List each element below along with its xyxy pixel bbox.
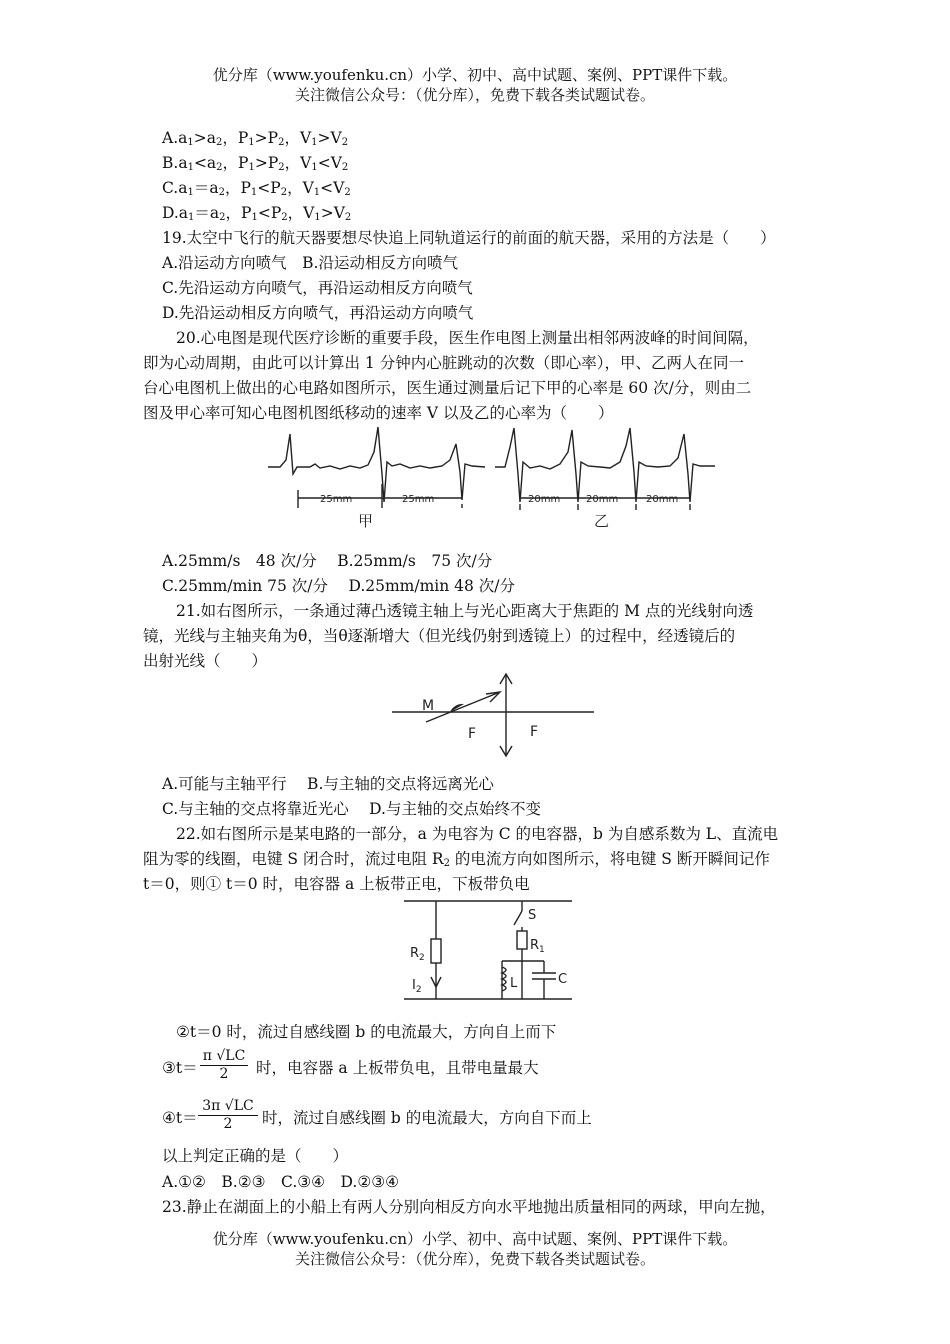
fraction-4: $\frac{3\pi √LC}{2}$ [198, 1098, 258, 1132]
q22-statement-3: ③t＝ [162, 1059, 198, 1077]
jia-interval-2: 25mm [402, 494, 435, 505]
q18-option-d: $D.a_1=a_2$，$P_1<P_2$，$V_1>V_2$ [162, 204, 352, 223]
q21-stem-3: 出射光线（ ） [143, 652, 268, 670]
q19-option-c: C.先沿运动方向喷气，再沿运动相反方向喷气 [162, 279, 473, 297]
circuit-figure [402, 895, 574, 1007]
q22-statement-2: ②t＝0 时，流过自感线圈 b 的电流最大，方向自上而下 [176, 1023, 557, 1041]
yi-label: 乙 [594, 512, 610, 530]
lens-figure [388, 670, 598, 760]
q21-options-ab: A.可能与主轴平行 B.与主轴的交点将远离光心 [162, 775, 494, 793]
footer-line-2: 关注微信公众号：（优分库），免费下载各类试题试卷。 [294, 1250, 655, 1268]
q22-statement-3-rest: 时，电容器 a 上板带负电，且带电量最大 [256, 1059, 539, 1077]
ecg-figure [260, 422, 720, 534]
q21-stem-1: 21.如右图所示，一条通过薄凸透镜主轴上与光心距离大于焦距的 M 点的光线射向透 [176, 602, 754, 620]
lens-f-left: F [468, 726, 477, 742]
footer-line-1: 优分库（www.youfenku.cn）小学、初中、高中试题、案例、PPT课件下载。 [212, 1230, 738, 1248]
q19-options-ab: A.沿运动方向喷气 B.沿运动相反方向喷气 [162, 254, 458, 272]
q18-option-c: $C.a_1=a_2$，$P_1<P_2$，$V_1<V_2$ [162, 179, 351, 198]
r1-label: $R_1$ [530, 938, 545, 955]
capacitor-c-label: C [558, 972, 568, 987]
q22-stem-2: 阻为零的线圈，电键 S 闭合时，流过电阻 $R_2$ 的电流方向如图所示，将电键 S 断开瞬间记作 [143, 850, 770, 869]
q22-statement-4-rest: 时，流过自感线圈 b 的电流最大，方向自下而上 [262, 1109, 592, 1127]
q18-option-b: $B.a_1<a_2$，$P_1>P_2$，$V_1<V_2$ [162, 154, 349, 173]
ecg-trace-yi [495, 428, 715, 502]
q21-stem-2: 镜，光线与主轴夹角为θ，当θ逐渐增大（但光线仍射到透镜上）的过程中，经透镜后的 [143, 627, 736, 645]
q20-stem-4: 图及甲心率可知心电图机图纸移动的速率 V 以及乙的心率为（ ） [143, 404, 614, 422]
q20-stem-3: 台心电图机上做出的心电路如图所示，医生通过测量后记下甲的心率是 60 次/分，则由二 [143, 379, 752, 397]
jia-interval-1: 25mm [320, 494, 353, 505]
q20-options-cd: C.25mm/min 75 次/分 D.25mm/min 48 次/分 [162, 577, 516, 595]
q22-statement-4: ④t＝ [162, 1109, 198, 1127]
i2-label: $I_2$ [412, 978, 422, 995]
q23-stem-1: 23.静止在湖面上的小船上有两人分别向相反方向水平地抛出质量相同的两球，甲向左抛， [162, 1198, 776, 1216]
q19-stem: 19.太空中飞行的航天器要想尽快追上同轨道运行的前面的航天器，采用的方法是（ ） [162, 229, 776, 247]
q22-stem-3: t＝0，则① t＝0 时，电容器 a 上板带正电，下板带负电 [143, 875, 530, 893]
yi-interval-3: 20mm [646, 494, 679, 505]
fraction-3: $\frac{\pi √LC}{2}$ [200, 1048, 248, 1082]
header-line-1: 优分库（www.youfenku.cn）小学、初中、高中试题、案例、PPT课件下载。 [212, 66, 738, 84]
r2-label: $R_2$ [410, 946, 425, 963]
yi-interval-2: 20mm [586, 494, 619, 505]
jia-label: 甲 [358, 512, 374, 530]
q20-stem-2: 即为心动周期，由此可以计算出 1 分钟内心脏跳动的次数（即心率），甲、乙两人在同一 [143, 354, 744, 372]
header-line-2: 关注微信公众号：（优分库），免费下载各类试题试卷。 [294, 86, 655, 104]
yi-interval-1: 20mm [528, 494, 561, 505]
lens-f-right: F [530, 724, 539, 740]
q22-stem-1: 22.如右图所示是某电路的一部分，a 为电容为 C 的电容器，b 为自感系数为 L、直流电 [176, 825, 779, 843]
q19-option-d: D.先沿运动相反方向喷气，再沿运动方向喷气 [162, 304, 474, 322]
q20-options-ab: A.25mm/s 48 次/分 B.25mm/s 75 次/分 [162, 552, 493, 570]
q18-option-a: $A.a_1>a_2$，$P_1>P_2$，$V_1>V_2$ [162, 129, 349, 148]
ecg-trace-jia [268, 427, 485, 502]
lens-m-label: M [422, 698, 435, 714]
inductor-l-label: L [510, 976, 518, 991]
q20-stem-1: 20.心电图是现代医疗诊断的重要手段，医生作电图上测量出相邻两波峰的时间间隔， [176, 329, 759, 347]
q22-judge: 以上判定正确的是（ ） [162, 1147, 349, 1165]
q21-options-cd: C.与主轴的交点将靠近光心 D.与主轴的交点始终不变 [162, 800, 541, 818]
switch-s-label: S [528, 908, 537, 923]
q22-options: A.①② B.②③ C.③④ D.②③④ [162, 1173, 400, 1191]
